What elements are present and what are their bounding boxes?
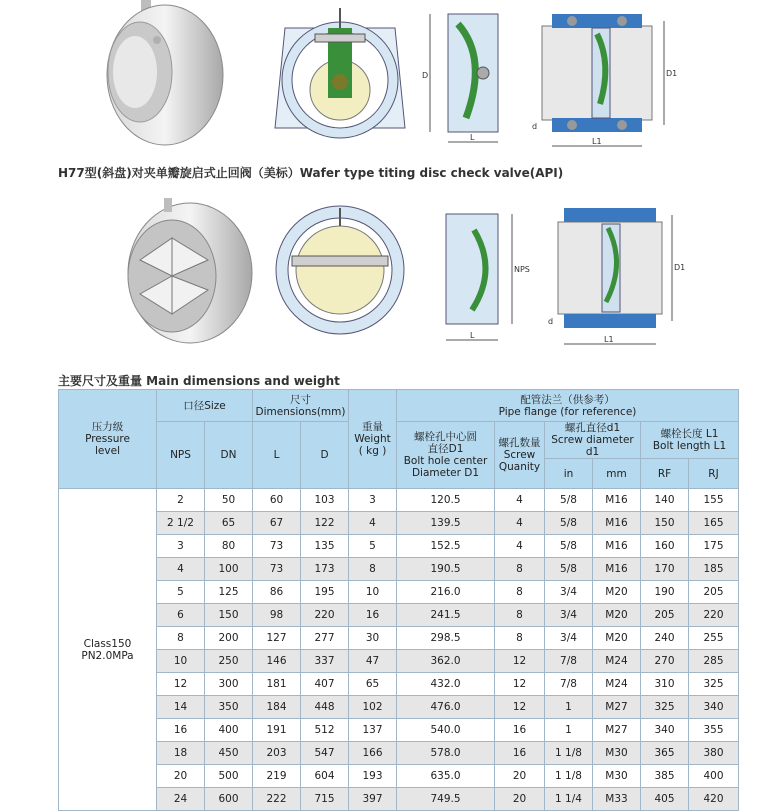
cell-l: 98 (253, 604, 301, 627)
cell-mm: M33 (593, 788, 641, 811)
cell-qty: 12 (495, 696, 545, 719)
table-row (59, 673, 739, 696)
cell-d: 337 (301, 650, 349, 673)
cell-rj: 400 (689, 765, 739, 788)
cell-mm: M30 (593, 765, 641, 788)
cell-in: 5/8 (545, 512, 593, 535)
cell-d: 103 (301, 489, 349, 512)
dim-label-l-2: L (470, 331, 475, 340)
cell-rj: 420 (689, 788, 739, 811)
cell-dn: 50 (205, 489, 253, 512)
cell-d1: 120.5 (397, 489, 495, 512)
cell-rj: 185 (689, 558, 739, 581)
cell-in: 5/8 (545, 535, 593, 558)
cell-mm: M16 (593, 489, 641, 512)
cell-nps: 18 (157, 742, 205, 765)
cell-l: 146 (253, 650, 301, 673)
cell-rf: 405 (641, 788, 689, 811)
table-body (59, 489, 739, 811)
cell-rf: 205 (641, 604, 689, 627)
cell-rf: 160 (641, 535, 689, 558)
cell-dn: 80 (205, 535, 253, 558)
cell-d1: 362.0 (397, 650, 495, 673)
valve-photo-bottom (110, 198, 260, 348)
cell-nps: 2 1/2 (157, 512, 205, 535)
header-size: 口径Size (157, 390, 253, 422)
class-rating-cell: Class150 PN2.0MPa (59, 489, 157, 811)
cell-mm: M16 (593, 535, 641, 558)
table-row (59, 604, 739, 627)
cell-rj: 155 (689, 489, 739, 512)
cell-mm: M27 (593, 696, 641, 719)
cell-qty: 8 (495, 627, 545, 650)
table-row (59, 581, 739, 604)
cell-d1: 635.0 (397, 765, 495, 788)
dim-label-d: D (422, 71, 429, 80)
header-rf: RF (641, 459, 689, 489)
cell-rj: 175 (689, 535, 739, 558)
cell-qty: 4 (495, 512, 545, 535)
cell-d1: 139.5 (397, 512, 495, 535)
cell-mm: M24 (593, 673, 641, 696)
cell-w: 193 (349, 765, 397, 788)
cell-rf: 240 (641, 627, 689, 650)
cell-in: 5/8 (545, 558, 593, 581)
cell-dn: 250 (205, 650, 253, 673)
cell-d1: 152.5 (397, 535, 495, 558)
cell-rf: 140 (641, 489, 689, 512)
cell-l: 203 (253, 742, 301, 765)
cell-qty: 8 (495, 558, 545, 581)
header-dimensions: 尺寸 Dimensions(mm) (253, 390, 349, 422)
table-row (59, 512, 739, 535)
cell-rf: 385 (641, 765, 689, 788)
cell-dn: 600 (205, 788, 253, 811)
cell-mm: M20 (593, 581, 641, 604)
caption-h77: H77型(斜盘)对夹单瓣旋启式止回阀（美标）Wafer type titing disc check valve(API) (58, 166, 564, 180)
valve-side-section-top (418, 8, 518, 148)
cell-d: 173 (301, 558, 349, 581)
cell-qty: 4 (495, 535, 545, 558)
cell-w: 166 (349, 742, 397, 765)
cell-l: 191 (253, 719, 301, 742)
cell-dn: 65 (205, 512, 253, 535)
valve-side-section-bottom (432, 200, 542, 350)
cell-rf: 150 (641, 512, 689, 535)
header-bolt-length: 螺栓长度 L1 Bolt length L1 (641, 422, 739, 459)
cell-nps: 3 (157, 535, 205, 558)
cell-qty: 12 (495, 650, 545, 673)
cell-d1: 241.5 (397, 604, 495, 627)
cell-in: 1 1/4 (545, 788, 593, 811)
cell-in: 3/4 (545, 604, 593, 627)
cell-l: 60 (253, 489, 301, 512)
table-row (59, 765, 739, 788)
cell-in: 1 1/8 (545, 765, 593, 788)
cell-dn: 200 (205, 627, 253, 650)
cell-d1: 578.0 (397, 742, 495, 765)
cell-nps: 10 (157, 650, 205, 673)
cell-w: 3 (349, 489, 397, 512)
cell-rf: 310 (641, 673, 689, 696)
header-screw-qty: 螺孔数量 Screw Quanity (495, 422, 545, 489)
cell-dn: 125 (205, 581, 253, 604)
cell-d: 547 (301, 742, 349, 765)
cell-rj: 355 (689, 719, 739, 742)
cell-qty: 16 (495, 719, 545, 742)
header-nps: NPS (157, 422, 205, 489)
cell-rj: 285 (689, 650, 739, 673)
cell-in: 3/4 (545, 627, 593, 650)
cell-rj: 220 (689, 604, 739, 627)
cell-w: 4 (349, 512, 397, 535)
dim-label-l1-2: L1 (604, 335, 614, 344)
cell-dn: 450 (205, 742, 253, 765)
header-mm: mm (593, 459, 641, 489)
cell-rj: 165 (689, 512, 739, 535)
cell-w: 397 (349, 788, 397, 811)
cell-l: 222 (253, 788, 301, 811)
cell-l: 184 (253, 696, 301, 719)
cell-d1: 298.5 (397, 627, 495, 650)
header-d: D (301, 422, 349, 489)
cell-nps: 2 (157, 489, 205, 512)
cell-nps: 20 (157, 765, 205, 788)
cell-rj: 205 (689, 581, 739, 604)
table-row (59, 489, 739, 512)
cell-rf: 325 (641, 696, 689, 719)
cell-mm: M24 (593, 650, 641, 673)
cell-in: 7/8 (545, 673, 593, 696)
cell-d1: 749.5 (397, 788, 495, 811)
cell-rf: 270 (641, 650, 689, 673)
cell-w: 102 (349, 696, 397, 719)
cell-dn: 300 (205, 673, 253, 696)
dim-label-d1: D1 (666, 69, 678, 78)
cell-in: 1 (545, 696, 593, 719)
cell-l: 86 (253, 581, 301, 604)
cell-dn: 350 (205, 696, 253, 719)
cell-mm: M20 (593, 627, 641, 650)
table-row (59, 719, 739, 742)
cell-nps: 24 (157, 788, 205, 811)
table-row (59, 627, 739, 650)
header-pressure-level: 压力级 Pressure level (59, 390, 157, 489)
cell-l: 219 (253, 765, 301, 788)
valve-front-section-top (265, 8, 415, 148)
cell-rj: 340 (689, 696, 739, 719)
cell-nps: 16 (157, 719, 205, 742)
header-l: L (253, 422, 301, 489)
cell-d: 448 (301, 696, 349, 719)
cell-in: 5/8 (545, 489, 593, 512)
cell-mm: M16 (593, 512, 641, 535)
dim-label-d1-2: D1 (674, 263, 686, 272)
cell-d: 135 (301, 535, 349, 558)
cell-mm: M16 (593, 558, 641, 581)
cell-w: 16 (349, 604, 397, 627)
dim-label-d-small: d (532, 122, 538, 131)
cell-nps: 12 (157, 673, 205, 696)
cell-qty: 8 (495, 581, 545, 604)
cell-nps: 6 (157, 604, 205, 627)
cell-l: 127 (253, 627, 301, 650)
cell-d1: 476.0 (397, 696, 495, 719)
cell-qty: 12 (495, 673, 545, 696)
cell-d: 715 (301, 788, 349, 811)
cell-nps: 14 (157, 696, 205, 719)
cell-l: 181 (253, 673, 301, 696)
cell-in: 7/8 (545, 650, 593, 673)
dim-label-nps: NPS (514, 265, 530, 274)
cell-d1: 540.0 (397, 719, 495, 742)
valve-photo-top (95, 0, 225, 150)
cell-d: 407 (301, 673, 349, 696)
cell-d1: 432.0 (397, 673, 495, 696)
table-row (59, 742, 739, 765)
header-weight: 重量 Weight ( kg ) (349, 390, 397, 489)
cell-rj: 255 (689, 627, 739, 650)
cell-d: 604 (301, 765, 349, 788)
cell-rf: 170 (641, 558, 689, 581)
cell-w: 8 (349, 558, 397, 581)
table-row (59, 535, 739, 558)
table-row (59, 788, 739, 811)
cell-w: 65 (349, 673, 397, 696)
cell-dn: 500 (205, 765, 253, 788)
dim-label-d-small-2: d (548, 317, 554, 326)
cell-rj: 325 (689, 673, 739, 696)
cell-mm: M30 (593, 742, 641, 765)
header-screw-diameter: 螺孔直径d1 Screw diameter d1 (545, 422, 641, 459)
cell-nps: 8 (157, 627, 205, 650)
dim-label-l1: L1 (592, 137, 602, 146)
cell-dn: 100 (205, 558, 253, 581)
dim-label-l: L (470, 133, 475, 142)
cell-rj: 380 (689, 742, 739, 765)
header-pipe-flange: 配管法兰（供参考） Pipe flange (for reference) (397, 390, 739, 422)
cell-in: 3/4 (545, 581, 593, 604)
cell-w: 10 (349, 581, 397, 604)
cell-in: 1 1/8 (545, 742, 593, 765)
dimensions-table (58, 389, 739, 811)
table-row (59, 696, 739, 719)
cell-w: 30 (349, 627, 397, 650)
table-row (59, 558, 739, 581)
cell-l: 73 (253, 535, 301, 558)
cell-qty: 4 (495, 489, 545, 512)
cell-l: 73 (253, 558, 301, 581)
header-dn: DN (205, 422, 253, 489)
cell-w: 47 (349, 650, 397, 673)
cell-l: 67 (253, 512, 301, 535)
cell-nps: 5 (157, 581, 205, 604)
cell-rf: 340 (641, 719, 689, 742)
header-in: in (545, 459, 593, 489)
cell-d: 195 (301, 581, 349, 604)
header-rj: RJ (689, 459, 739, 489)
cell-qty: 16 (495, 742, 545, 765)
cell-mm: M27 (593, 719, 641, 742)
cell-d: 512 (301, 719, 349, 742)
valve-flange-assembly-top (532, 4, 682, 154)
cell-d: 220 (301, 604, 349, 627)
cell-dn: 150 (205, 604, 253, 627)
cell-w: 5 (349, 535, 397, 558)
cell-qty: 8 (495, 604, 545, 627)
cell-dn: 400 (205, 719, 253, 742)
cell-mm: M20 (593, 604, 641, 627)
header-bolt-circle: 螺栓孔中心圆 直径D1 Bolt hole center Diameter D1 (397, 422, 495, 489)
caption-table: 主要尺寸及重量 Main dimensions and weight (58, 374, 340, 388)
cell-d1: 190.5 (397, 558, 495, 581)
cell-in: 1 (545, 719, 593, 742)
valve-flange-assembly-bottom (548, 198, 688, 352)
cell-nps: 4 (157, 558, 205, 581)
cell-rf: 365 (641, 742, 689, 765)
cell-rf: 190 (641, 581, 689, 604)
cell-d1: 216.0 (397, 581, 495, 604)
cell-qty: 20 (495, 765, 545, 788)
cell-w: 137 (349, 719, 397, 742)
cell-qty: 20 (495, 788, 545, 811)
valve-front-section-bottom (270, 200, 410, 340)
cell-d: 277 (301, 627, 349, 650)
cell-d: 122 (301, 512, 349, 535)
table-row (59, 650, 739, 673)
